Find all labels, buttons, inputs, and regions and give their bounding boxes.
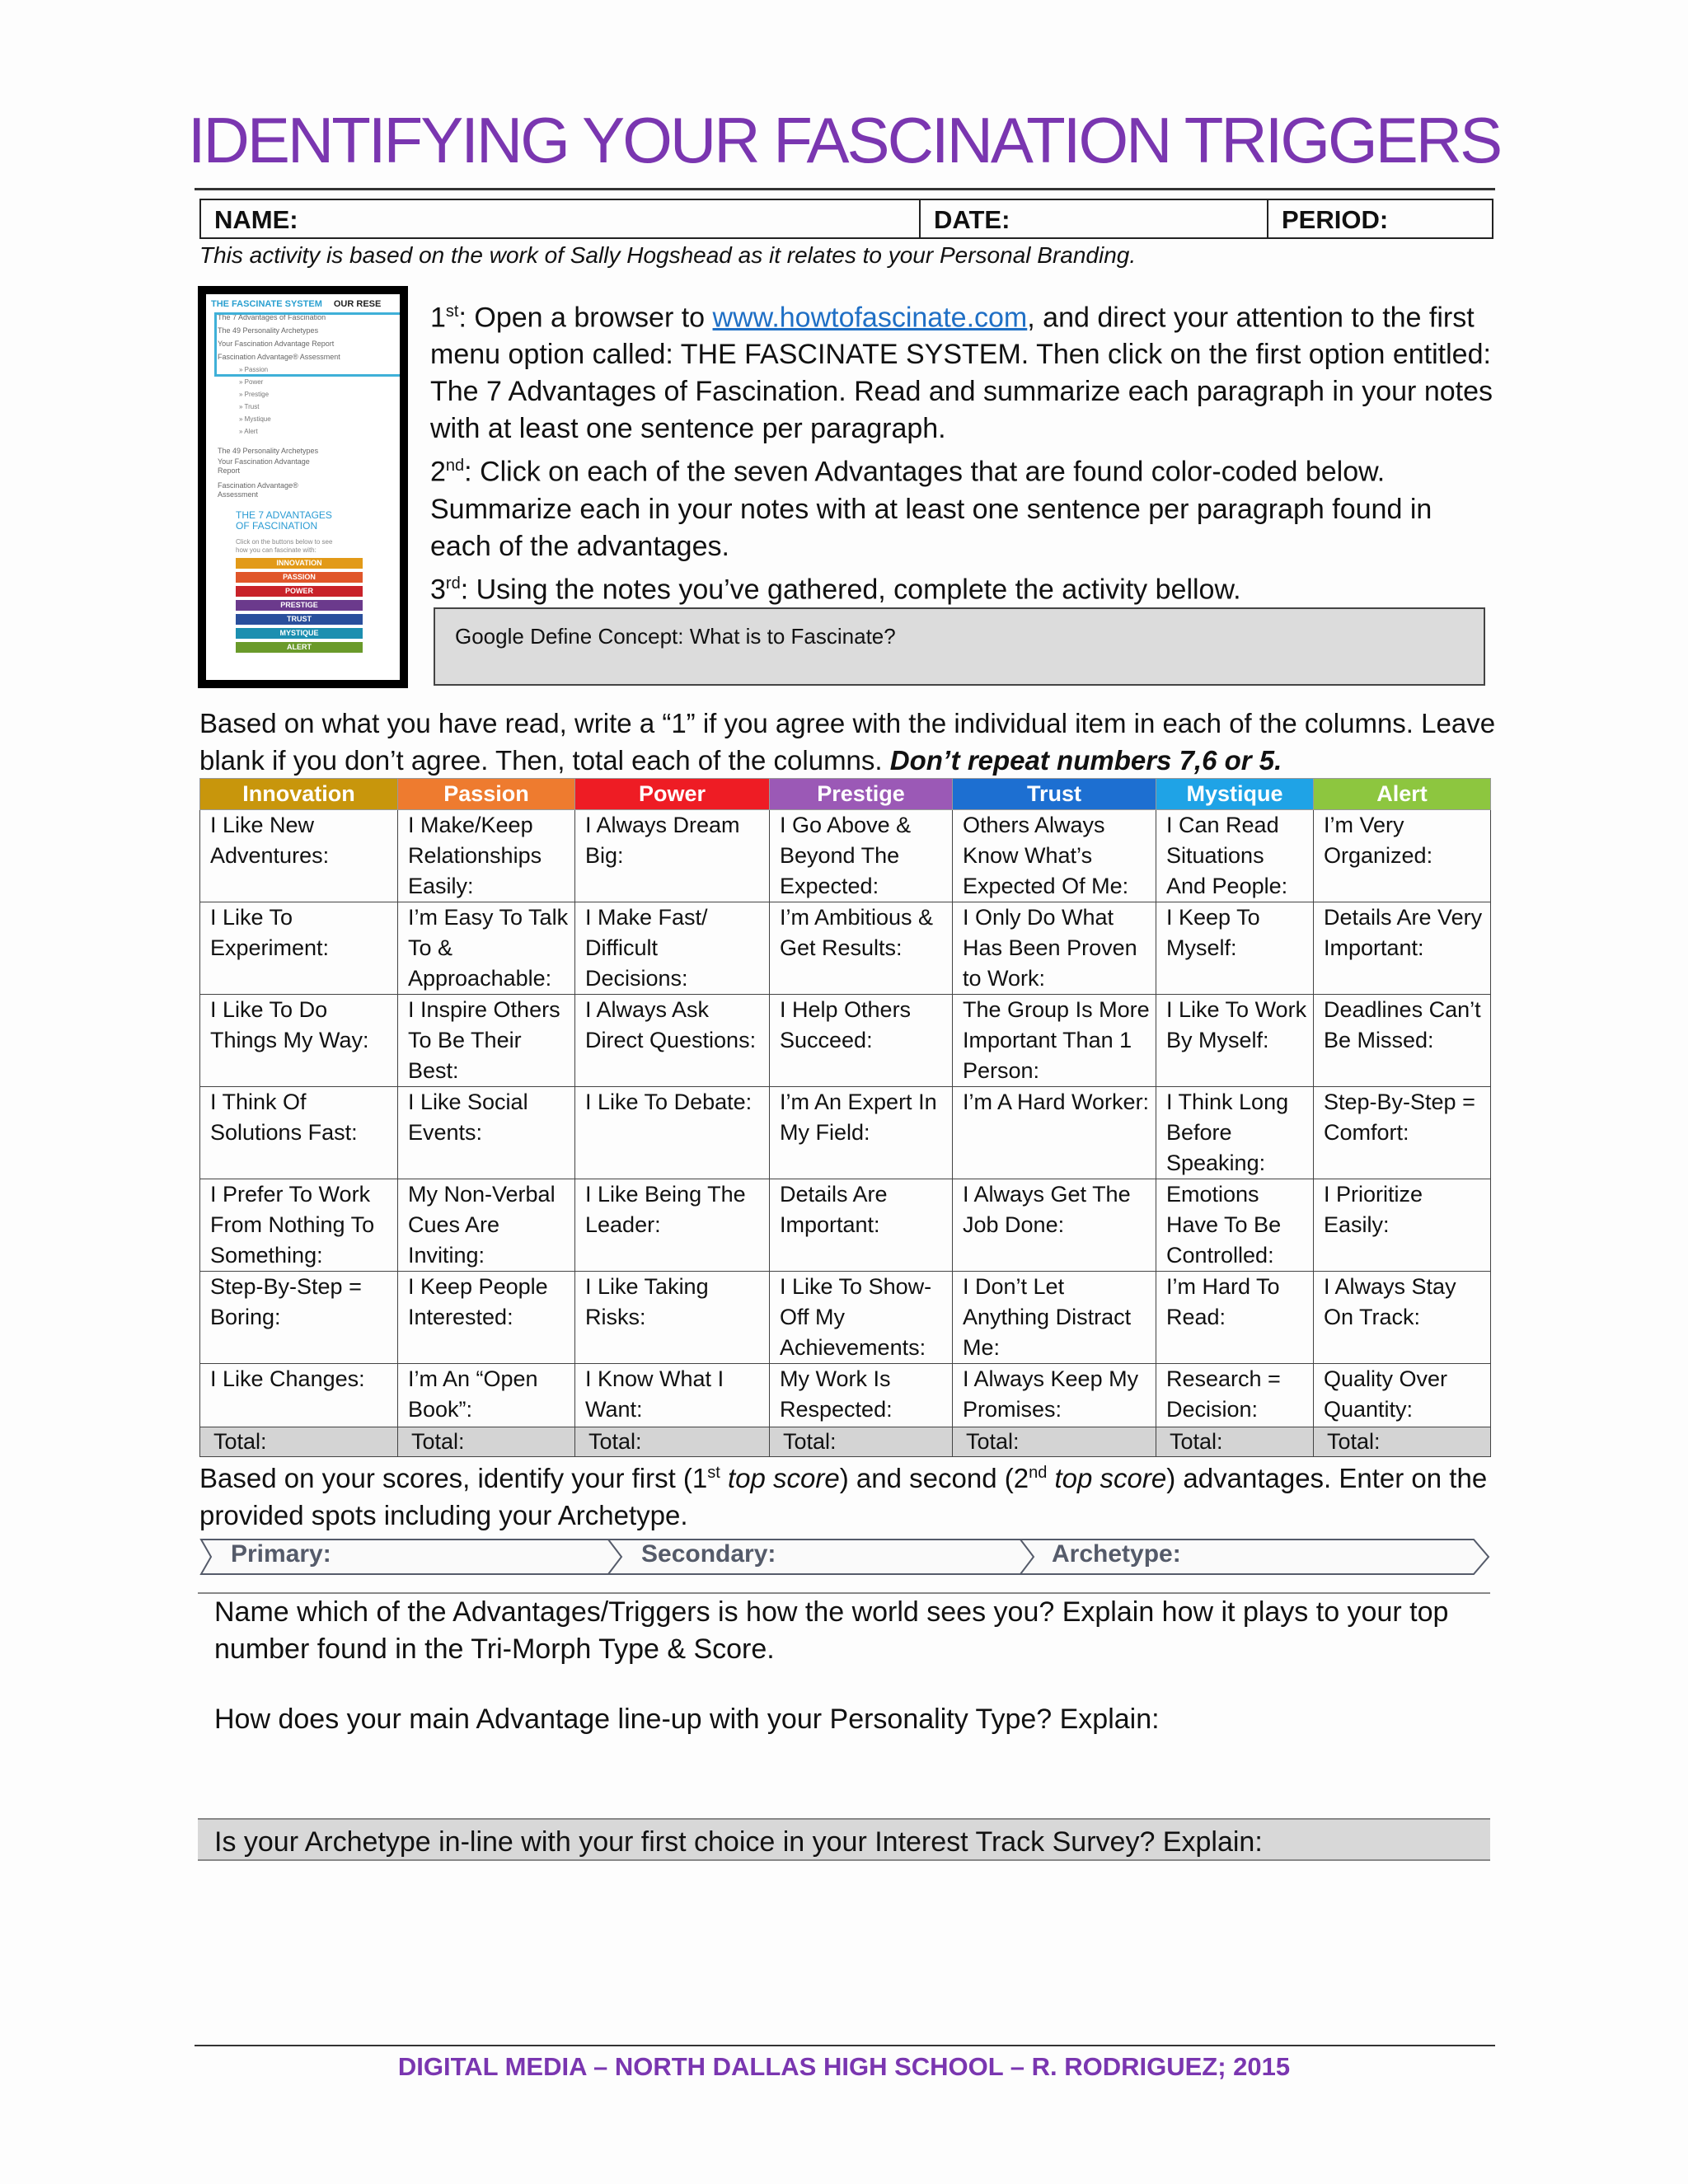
table-row: [200, 1272, 1491, 1364]
title-divider: [195, 188, 1495, 190]
trait-cell[interactable]: I’m Easy To Talk To & Approachable:: [398, 902, 575, 995]
primary-field[interactable]: Primary:: [231, 1540, 331, 1568]
trait-cell[interactable]: I Like New Adventures:: [200, 810, 398, 902]
trait-cell[interactable]: I Like Changes:: [200, 1364, 398, 1427]
total-cell[interactable]: Total:: [1156, 1427, 1314, 1457]
total-row: [200, 1427, 1491, 1457]
screenshot-menu-item: The 49 Personality Archetypes: [218, 447, 319, 455]
step-1: 1st: Open a browser to www.howtofascinate.com, and direct your attention to the first menu option called: THE FASCINATE SYSTEM. Then click on the first option entitled: The 7 Advantages of Fascination. Read and summarize each paragraph in your notes with at least one sentence per paragraph.: [430, 302, 1493, 445]
define-concept-box[interactable]: Google Define Concept: What is to Fascinate?: [434, 607, 1485, 686]
advantages-table: [199, 778, 1491, 1457]
trait-cell[interactable]: I Prioritize Easily:: [1314, 1179, 1491, 1272]
trait-cell[interactable]: I Only Do What Has Been Proven to Work:: [953, 902, 1156, 995]
trait-cell[interactable]: I Like Taking Risks:: [575, 1272, 770, 1364]
trait-cell[interactable]: I’m Ambitious & Get Results:: [770, 902, 953, 995]
trait-cell[interactable]: Step-By-Step = Comfort:: [1314, 1087, 1491, 1179]
trait-cell[interactable]: Others Always Know What’s Expected Of Me:: [953, 810, 1156, 902]
footer-divider: [195, 2045, 1495, 2046]
trait-cell[interactable]: I Like Being The Leader:: [575, 1179, 770, 1272]
advantage-arrow-bar: [198, 1536, 1492, 1577]
trait-cell[interactable]: I Like To Experiment:: [200, 902, 398, 995]
trait-cell[interactable]: I Go Above & Beyond The Expected:: [770, 810, 953, 902]
trait-cell[interactable]: I’m A Hard Worker:: [953, 1087, 1156, 1179]
trait-cell[interactable]: I Always Get The Job Done:: [953, 1179, 1156, 1272]
trait-cell[interactable]: I Like To Do Things My Way:: [200, 995, 398, 1087]
screenshot-menu-item: The 49 Personality Archetypes: [218, 326, 319, 335]
archetype-field[interactable]: Archetype:: [1052, 1540, 1181, 1568]
emphasis-note: Don’t repeat numbers 7,6 or 5.: [889, 745, 1282, 776]
trait-cell[interactable]: I Keep To Myself:: [1156, 902, 1314, 995]
trait-cell[interactable]: I’m Very Organized:: [1314, 810, 1491, 902]
website-link[interactable]: www.howtofascinate.com: [712, 302, 1028, 334]
total-cell[interactable]: Total:: [398, 1427, 575, 1457]
trait-cell[interactable]: I Don’t Let Anything Distract Me:: [953, 1272, 1156, 1364]
scores-instructions: Based on your scores, identify your first (1st top score) and second (2nd top score) advantages. Enter on the provided spots including your Archetype.: [199, 1463, 1488, 1530]
page-title: IDENTIFYING YOUR FASCINATION TRIGGERS: [187, 104, 1501, 176]
website-screenshot: [198, 286, 408, 688]
trait-cell[interactable]: I Can Read Situations And People:: [1156, 810, 1314, 902]
trait-cell[interactable]: Quality Over Quantity:: [1314, 1364, 1491, 1427]
trait-cell[interactable]: I Make/Keep Relationships Easily:: [398, 810, 575, 902]
intro-note: This activity is based on the work of Sally Hogshead as it relates to your Personal Branding.: [199, 242, 1137, 268]
trait-cell[interactable]: I Like To Work By Myself:: [1156, 995, 1314, 1087]
screenshot-submenu-item: » Prestige: [239, 391, 270, 398]
trait-cell[interactable]: I’m Hard To Read:: [1156, 1272, 1314, 1364]
header-alert: Alert: [1314, 779, 1491, 810]
trait-cell[interactable]: Deadlines Can’t Be Missed:: [1314, 995, 1491, 1087]
header-mystique: Mystique: [1156, 779, 1314, 810]
header-power: Power: [575, 779, 770, 810]
question-3: Is your Archetype in-line with your first choice in your Interest Track Survey? Explain:: [198, 1818, 1490, 1861]
total-cell[interactable]: Total:: [953, 1427, 1156, 1457]
screenshot-advantage-button: PASSION: [236, 572, 363, 583]
instructions: [430, 293, 1493, 608]
screenshot-submenu-item: » Power: [239, 378, 264, 386]
name-field[interactable]: NAME:: [201, 200, 921, 237]
trait-cell[interactable]: I Help Others Succeed:: [770, 995, 953, 1087]
table-header-row: [200, 779, 1491, 810]
trait-cell[interactable]: I Inspire Others To Be Their Best:: [398, 995, 575, 1087]
footer: DIGITAL MEDIA – NORTH DALLAS HIGH SCHOOL – R. RODRIGUEZ; 2015: [397, 2052, 1291, 2081]
trait-cell[interactable]: Details Are Important:: [770, 1179, 953, 1272]
trait-cell[interactable]: Emotions Have To Be Controlled:: [1156, 1179, 1314, 1272]
trait-cell[interactable]: I Know What I Want:: [575, 1364, 770, 1427]
screenshot-advantage-button: ALERT: [236, 642, 363, 653]
trait-cell[interactable]: I Like To Show-Off My Achievements:: [770, 1272, 953, 1364]
total-cell[interactable]: Total:: [200, 1427, 398, 1457]
question-1: Name which of the Advantages/Triggers is how the world sees you? Explain how it plays to your top number found in the Tri-Morph Type & Score.: [214, 1596, 1449, 1665]
screenshot-menu-item: Report: [218, 466, 241, 475]
menu-highlight-box: [214, 312, 400, 377]
total-cell[interactable]: Total:: [1314, 1427, 1491, 1457]
total-cell[interactable]: Total:: [770, 1427, 953, 1457]
trait-cell[interactable]: I Make Fast/ Difficult Decisions:: [575, 902, 770, 995]
trait-cell[interactable]: I Always Stay On Track:: [1314, 1272, 1491, 1364]
table-row: [200, 1087, 1491, 1179]
header-trust: Trust: [953, 779, 1156, 810]
header-passion: Passion: [398, 779, 575, 810]
question-2: How does your main Advantage line-up with your Personality Type? Explain:: [214, 1704, 1160, 1735]
screenshot-submenu-item: » Trust: [239, 403, 260, 410]
table-instructions: Based on what you have read, write a “1” if you agree with the individual item in each of the columns. Leave blank if you don’t agree. Then, total each of the columns. Don’t repeat numbers 7,6 or 5.: [199, 708, 1496, 776]
trait-cell[interactable]: Step-By-Step = Boring:: [200, 1272, 398, 1364]
trait-cell[interactable]: I Like Social Events:: [398, 1087, 575, 1179]
screenshot-submenu-item: » Mystique: [239, 415, 271, 423]
header-prestige: Prestige: [770, 779, 953, 810]
screenshot-advantage-button: MYSTIQUE: [236, 628, 363, 639]
screenshot-instructions: Click on the buttons below to see how you can fascinate with:: [236, 538, 333, 554]
screenshot-menu-item: The 7 Advantages of Fascination: [218, 313, 326, 321]
trait-cell[interactable]: I Always Keep My Promises:: [953, 1364, 1156, 1427]
trait-cell[interactable]: I Prefer To Work From Nothing To Something:: [200, 1179, 398, 1272]
trait-cell[interactable]: I’m An “Open Book”:: [398, 1364, 575, 1427]
screenshot-menu-item: Fascination Advantage®: [218, 481, 298, 490]
trait-cell[interactable]: Research = Decision:: [1156, 1364, 1314, 1427]
header-innovation: Innovation: [200, 779, 398, 810]
screenshot-advantage-button: TRUST: [236, 614, 363, 625]
secondary-field[interactable]: Secondary:: [641, 1540, 776, 1568]
screenshot-advantage-button: INNOVATION: [236, 558, 363, 569]
trait-cell[interactable]: I Think Long Before Speaking:: [1156, 1087, 1314, 1179]
trait-cell[interactable]: Details Are Very Important:: [1314, 902, 1491, 995]
trait-cell[interactable]: I’m An Expert In My Field:: [770, 1087, 953, 1179]
screenshot-menu-item: Your Fascination Advantage: [218, 457, 310, 466]
date-field[interactable]: DATE:: [921, 200, 1268, 237]
step-3: 3rd: Using the notes you’ve gathered, complete the activity bellow.: [430, 573, 1241, 605]
screenshot-advantage-button: PRESTIGE: [236, 600, 363, 611]
table-row: [200, 995, 1491, 1087]
table-row: [200, 1179, 1491, 1272]
period-field[interactable]: PERIOD:: [1282, 205, 1389, 234]
trait-cell[interactable]: My Work Is Respected:: [770, 1364, 953, 1427]
screenshot-heading: THE FASCINATE SYSTEM OUR RESE: [211, 299, 382, 309]
screenshot-blue-title: THE 7 ADVANTAGES OF FASCINATION: [236, 509, 332, 532]
total-cell[interactable]: Total:: [575, 1427, 770, 1457]
screenshot-menu-item: Your Fascination Advantage Report: [218, 340, 335, 348]
screenshot-menu-item: Assessment: [218, 490, 259, 499]
student-info-row: [199, 199, 1493, 239]
trait-cell[interactable]: I Always Dream Big:: [575, 810, 770, 902]
table-row: [200, 810, 1491, 902]
screenshot-menu-item: Fascination Advantage® Assessment: [218, 353, 340, 361]
trait-cell[interactable]: My Non-Verbal Cues Are Inviting:: [398, 1179, 575, 1272]
trait-cell[interactable]: I Think Of Solutions Fast:: [200, 1087, 398, 1179]
table-row: [200, 902, 1491, 995]
trait-cell[interactable]: The Group Is More Important Than 1 Person:: [953, 995, 1156, 1087]
table-row: [200, 1364, 1491, 1427]
step-2: 2nd: Click on each of the seven Advantages that are found color-coded below. Summarize each in your notes with at least one sentence per paragraph found in each of the advantages.: [430, 456, 1432, 562]
screenshot-submenu-item: » Passion: [239, 366, 269, 373]
screenshot-advantage-button: POWER: [236, 586, 363, 597]
trait-cell[interactable]: I Like To Debate:: [575, 1087, 770, 1179]
screenshot-submenu-item: » Alert: [239, 428, 258, 435]
screenshot-button-list: [206, 558, 400, 653]
trait-cell[interactable]: I Always Ask Direct Questions:: [575, 995, 770, 1087]
trait-cell[interactable]: I Keep People Interested:: [398, 1272, 575, 1364]
